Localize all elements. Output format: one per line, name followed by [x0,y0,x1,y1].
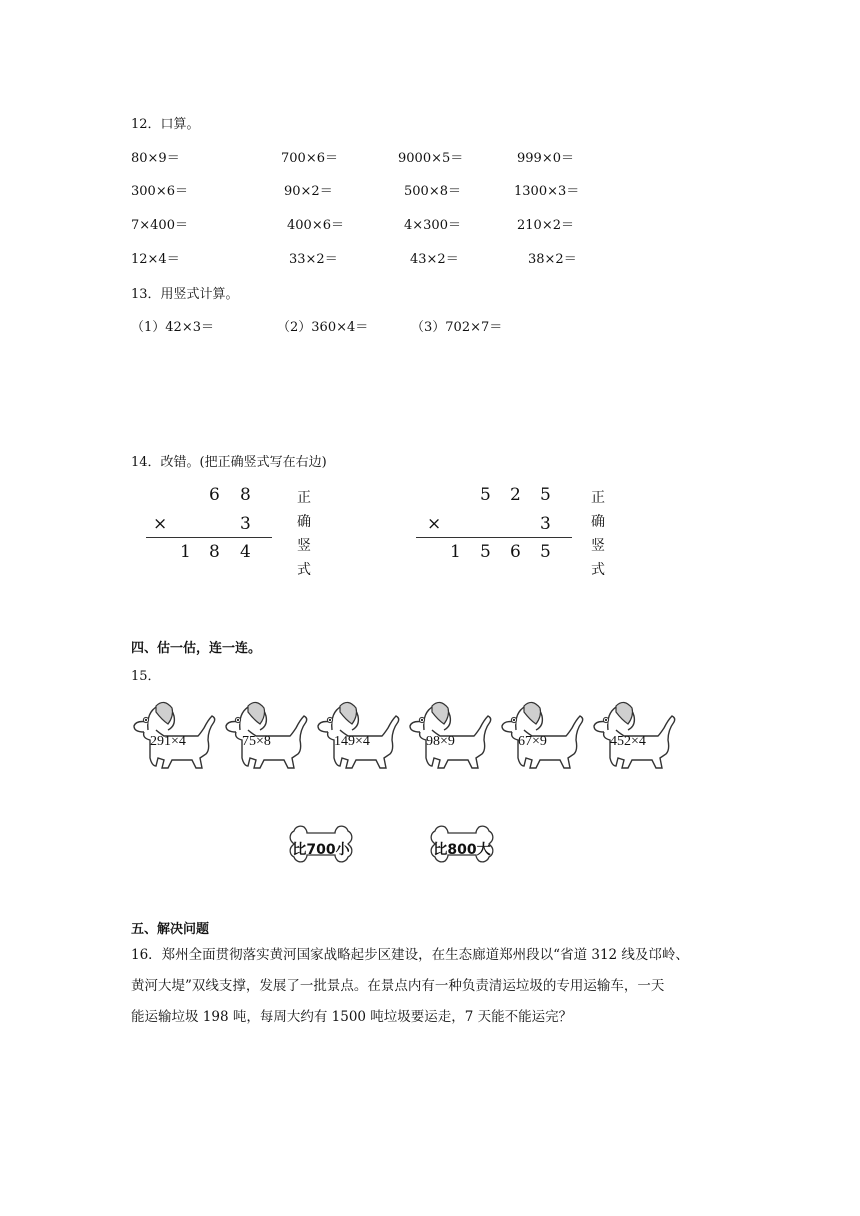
label-char: 确 [591,514,605,530]
calc-b-result-digit: 6 [510,542,521,562]
q13-item-1: （1）42×3＝ [131,320,214,335]
dog-card[interactable] [404,694,500,774]
dog-card[interactable] [496,694,592,774]
calc-a-multiplier: 3 [240,514,251,534]
q12-r3c1: 7×400＝ [131,218,188,233]
q14-title: 14．改错。(把正确竖式写在右边) [131,455,327,470]
label-char: 竖 [297,538,311,554]
dog-card[interactable] [312,694,408,774]
q12-title: 12．口算。 [131,117,200,132]
label-char: 式 [591,562,605,578]
bone-label: 比700小 [292,842,350,858]
calc-b-result-digit: 1 [450,542,461,562]
q16-paragraph [131,940,741,1033]
q13-item-2: （2）360×4＝ [277,320,369,335]
calc-a-result-digit: 8 [209,542,220,562]
section-4-heading: 四、估一估，连一连。 [131,641,262,656]
calc-b-multiplier: 3 [540,514,551,534]
calc-a-result-digit: 4 [240,542,251,562]
dog-expression: 67×9 [518,734,547,749]
q12-r4c1: 12×4＝ [131,252,180,267]
q12-r1c3: 9000×5＝ [398,151,464,166]
calc-b-top-digit: 5 [480,485,491,505]
q16-line: 黄河大堤”双线支撑，发展了一批景点。在景点内有一种负责清运垃圾的专用运输车，一天 [131,978,665,994]
q13-title: 13．用竖式计算。 [131,287,239,302]
calc-b-top-digit: 2 [510,485,521,505]
q12-r1c2: 700×6＝ [281,151,338,166]
q12-r2c4: 1300×3＝ [514,184,580,199]
calc-a-line [146,537,272,538]
label-char: 式 [297,562,311,578]
q12-r4c4: 38×2＝ [528,252,577,267]
calc-a-operator: × [153,514,168,534]
q16-line: 16．郑州全面贯彻落实黄河国家战略起步区建设，在生态廊道郑州段以“省道 312 线及邙岭、 [131,947,689,963]
label-char: 确 [297,514,311,530]
q12-r3c2: 400×6＝ [287,218,344,233]
calc-a-top-digit: 6 [209,485,220,505]
dog-card[interactable] [588,694,684,774]
calc-b-line [416,537,572,538]
q12-r2c1: 300×6＝ [131,184,188,199]
q12-r2c2: 90×2＝ [284,184,333,199]
dog-expression: 149×4 [334,734,370,749]
q16-line: 能运输垃圾 198 吨，每周大约有 1500 吨垃圾要运走，7 天能不能运完？ [131,1009,573,1025]
dog-expression: 291×4 [150,734,186,749]
bone-card-less-700[interactable] [282,822,360,866]
calc-a-result-digit: 1 [180,542,191,562]
q12-r1c1: 80×9＝ [131,151,180,166]
calc-b-operator: × [427,514,442,534]
calc-b-result-digit: 5 [480,542,491,562]
bone-label: 比800大 [433,842,491,858]
dog-card[interactable] [220,694,316,774]
dog-card[interactable] [128,694,224,774]
q12-r4c2: 33×2＝ [289,252,338,267]
q12-r3c4: 210×2＝ [517,218,574,233]
section-5-heading: 五、解决问题 [131,922,210,937]
label-char: 正 [297,490,311,506]
q13-item-3: （3）702×7＝ [411,320,503,335]
dog-expression: 452×4 [610,734,646,749]
calc-b-top-digit: 5 [540,485,551,505]
label-char: 竖 [591,538,605,554]
q12-r4c3: 43×2＝ [410,252,459,267]
calc-a-top-digit: 8 [240,485,251,505]
label-char: 正 [591,490,605,506]
dog-expression: 75×8 [242,734,271,749]
q12-r1c4: 999×0＝ [517,151,574,166]
q12-r2c3: 500×8＝ [404,184,461,199]
q12-r3c3: 4×300＝ [404,218,461,233]
calc-b-result-digit: 5 [540,542,551,562]
bone-card-greater-800[interactable] [423,822,501,866]
dog-expression: 98×9 [426,734,455,749]
q15-number: 15． [131,669,161,684]
